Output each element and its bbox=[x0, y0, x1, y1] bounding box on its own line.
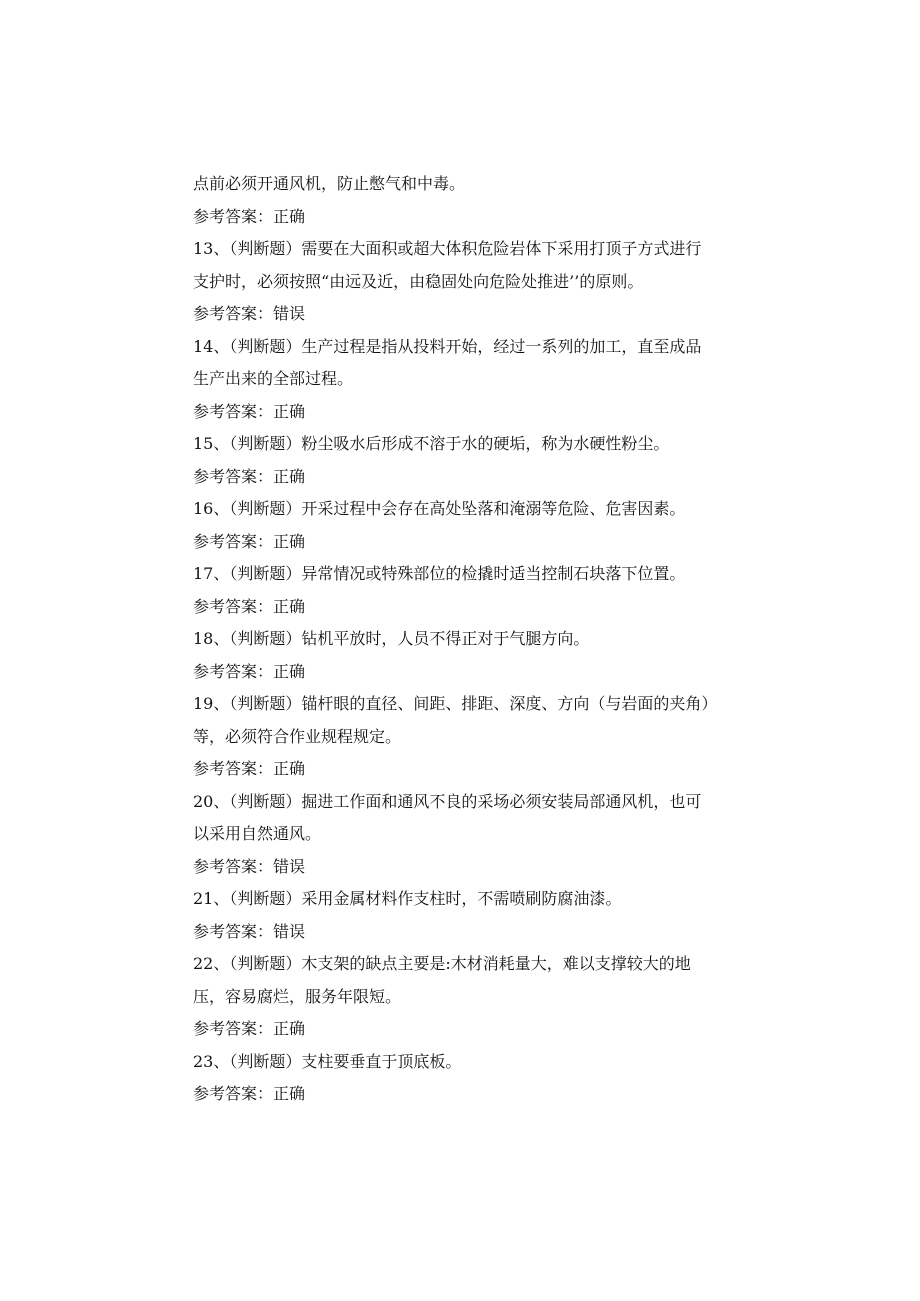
question-22-line-2: 压，容易腐烂，服务年限短。 bbox=[193, 986, 402, 1006]
question-22-answer: 参考答案：正确 bbox=[193, 1019, 306, 1038]
question-19-line-1: 19、（判断题）锚杆眼的直径、间距、排距、深度、方向（与岩面的夹角） bbox=[193, 694, 718, 713]
question-15-line-1: 15、（判断题）粉尘吸水后形成不溶于水的硬垢，称为水硬性粉尘。 bbox=[193, 434, 670, 453]
question-19-line-2: 等，必须符合作业规程规定。 bbox=[193, 726, 402, 746]
document-body bbox=[193, 168, 758, 1111]
question-18-answer: 参考答案：正确 bbox=[193, 661, 306, 681]
question-21-line-1: 21、（判断题）采用金属材料作支柱时，不需喷刷防腐油漆。 bbox=[193, 889, 622, 908]
question-18-line-1: 18、（判断题）钻机平放时，人员不得正对于气腿方向。 bbox=[193, 629, 590, 648]
question-13-line-2: 支护时，必须按照“由远及近，由稳固处向危险处推进’’的原则。 bbox=[193, 271, 644, 291]
question-22-line-1: 22、（判断题）木支架的缺点主要是:木材消耗量大，难以支撑较大的地 bbox=[193, 954, 691, 973]
question-14-answer: 参考答案：正确 bbox=[193, 401, 306, 421]
question-17-answer: 参考答案：正确 bbox=[193, 596, 306, 616]
question-13-line-1: 13、（判断题）需要在大面积或超大体积危险岩体下采用打顶子方式进行 bbox=[193, 239, 702, 258]
question-13-answer: 参考答案：错误 bbox=[193, 304, 306, 323]
question-16-answer: 参考答案：正确 bbox=[193, 531, 306, 551]
question-14-line-1: 14、（判断题）生产过程是指从投料开始，经过一系列的加工，直至成品 bbox=[193, 336, 702, 356]
question-15-answer: 参考答案：正确 bbox=[193, 466, 306, 486]
question-21-answer: 参考答案：错误 bbox=[193, 921, 306, 941]
question-23-answer: 参考答案：正确 bbox=[193, 1084, 306, 1103]
question-20-line-2: 以采用自然通风。 bbox=[193, 824, 322, 843]
question-14-line-2: 生产出来的全部过程。 bbox=[193, 369, 354, 388]
answer-line: 参考答案：正确 bbox=[193, 206, 306, 226]
question-19-answer: 参考答案：正确 bbox=[193, 759, 306, 778]
question-20-answer: 参考答案：错误 bbox=[193, 856, 306, 876]
question-16-line-1: 16、（判断题）开采过程中会存在高处坠落和淹溺等危险、危害因素。 bbox=[193, 499, 686, 518]
question-continuation-line: 点前必须开通风机，防止憋气和中毒。 bbox=[193, 174, 466, 193]
question-23-line-1: 23、（判断题）支柱要垂直于顶底板。 bbox=[193, 1051, 462, 1071]
question-17-line-1: 17、（判断题）异常情况或特殊部位的检撬时适当控制石块落下位置。 bbox=[193, 564, 686, 583]
question-20-line-1: 20、（判断题）掘进工作面和通风不良的采场必须安装局部通风机，也可 bbox=[193, 791, 702, 811]
